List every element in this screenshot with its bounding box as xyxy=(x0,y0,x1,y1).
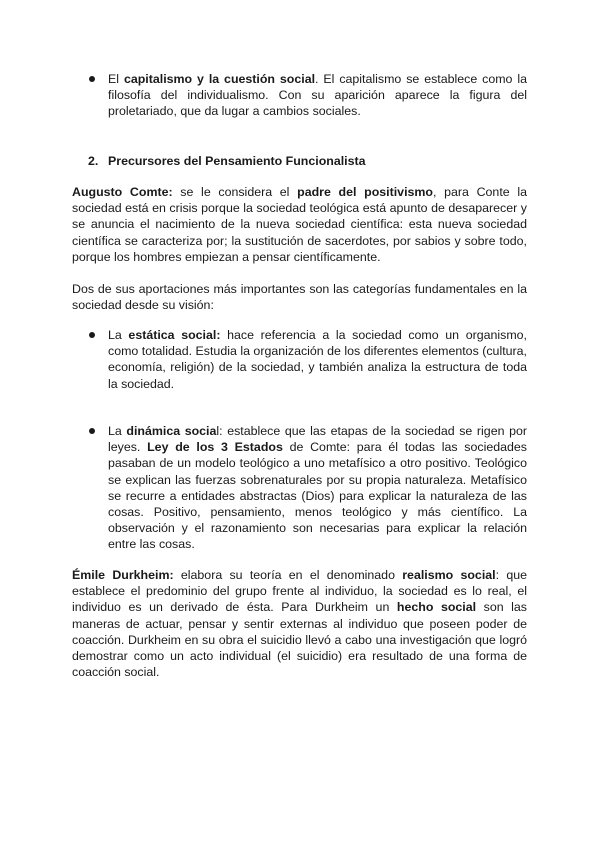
text: La xyxy=(108,424,127,438)
text: , para Conte la sociedad está en crisis porque la sociedad teológica está apunto de desaparecer y se anuncia el nacimiento de la nueva sociedad científica: esta nueva sociedad científica se caracteriza por; la sustitución de sacerdotes, por sabios y sobre todo, porque los hombres empiezan a pensar científicamente. xyxy=(72,185,527,264)
bullet-capitalismo xyxy=(108,71,527,120)
bold-term: estática social: xyxy=(128,328,221,342)
text: hace referencia a la sociedad como un organismo, como totalidad. Estudia la organización de los diferentes elementos (cultura, economía, religión) de la sociedad, y también analiza la estructura de toda la sociedad. xyxy=(108,328,527,391)
text: . El capitalismo se establece como la filosofía del individualismo. Con su aparición aparece la figura del proletariado, que da lugar a cambios sociales. xyxy=(108,72,527,119)
bullet-dot xyxy=(89,428,95,434)
paragraph-durkheim xyxy=(72,567,527,680)
text: de Comte: para él todas las sociedades pasaban de un modelo teológico a uno metafísico a otro positivo. Teológico se explican las fuerzas sobrenaturales por su propia naturaleza. Metafísico se recurre a entidades abstractas (Dios) para explicar la naturaleza de las cosas. Positivo, pensamiento, menos teológico y más científico. La observación y el razonamiento son necesarias para explicar la relación entre las cosas. xyxy=(108,440,527,552)
bold-term: dinámica socia xyxy=(126,424,217,438)
bold-term: padre del positivismo xyxy=(297,185,433,199)
text: La xyxy=(108,328,129,342)
bullet-dot xyxy=(89,76,95,82)
section-number: 2. xyxy=(88,154,99,168)
bold-term: capitalismo y la cuestión social xyxy=(123,72,316,86)
paragraph-aportaciones: Dos de sus aportaciones más importantes son las categorías fundamentales en la sociedad desde su visión: xyxy=(72,282,527,313)
text: l: establece que las etapas de la sociedad se rigen por leyes. xyxy=(108,424,527,455)
text: son las maneras de actuar, pensar y sentir externas al individuo que poseen poder de coacción. Durkheim en su obra el suicidio llevó a cabo una investigación que logró demostrar como un acto individual (el suicidio) era resultado de una forma de coacción social. xyxy=(72,600,527,680)
author-name: Augusto Comte: xyxy=(72,185,173,199)
text: elabora su teoría en el denominado xyxy=(173,568,403,582)
bullet-estatica xyxy=(108,327,527,392)
text: se le considera el xyxy=(172,185,298,199)
section-heading xyxy=(88,153,366,169)
bold-term: hecho social xyxy=(396,600,477,615)
bold-term: realismo social xyxy=(402,568,496,582)
bullet-dinamica xyxy=(108,423,527,553)
text: El xyxy=(108,72,124,86)
paragraph-comte xyxy=(72,184,527,265)
section-title: Precursores del Pensamiento Funcionalista xyxy=(108,154,366,168)
bullet-dot xyxy=(89,332,95,338)
text: : que establece el predominio del grupo frente al individuo, la sociedad es lo real, el individuo es un derivado de ésta. Para Durkheim un xyxy=(72,568,527,615)
author-name: Émile Durkheim: xyxy=(72,568,174,582)
bold-term: Ley de los 3 Estados xyxy=(147,440,283,455)
